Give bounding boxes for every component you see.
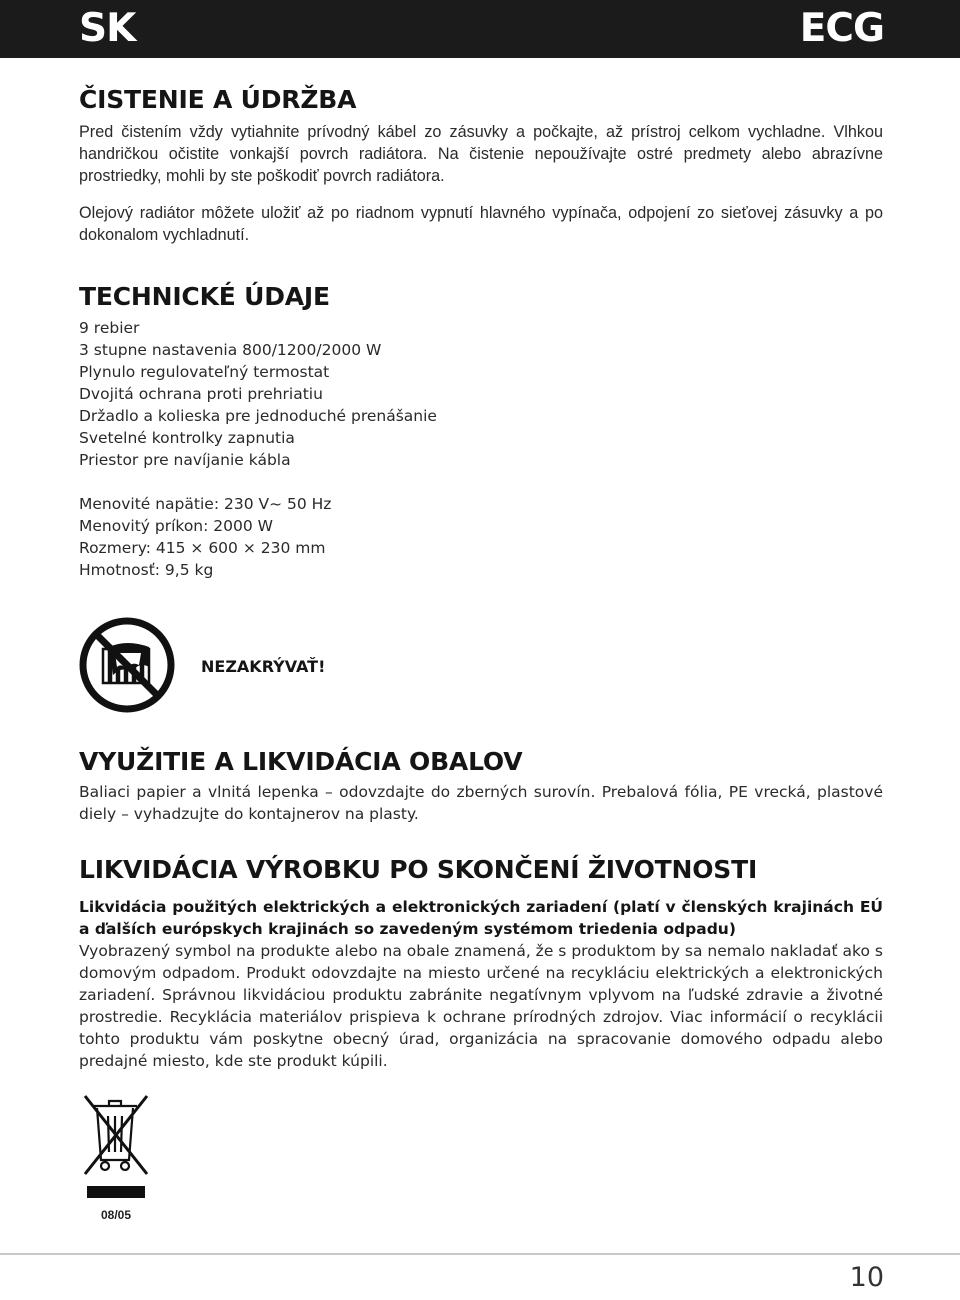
packaging-paragraph: Baliaci papier a vlnitá lepenka – odovzdajte do zberných surovín. Prebalová fólia, PE vrecká, plastové diely – vyhadzujte do kontajnerov na plasty. [79, 783, 883, 823]
spec-item: Menovité napätie: 230 V~ 50 Hz [79, 495, 332, 513]
header-bar [0, 0, 960, 58]
feature-item: 3 stupne nastavenia 800/1200/2000 W [79, 341, 382, 359]
cleaning-paragraph-1: Pred čistením vždy vytiahnite prívodný kábel zo zásuvky a počkajte, až prístroj celkom vychladne. Vlhkou handričkou očistite vonkajší povrch radiátora. Na čistenie nepoužívajte ostré predmety alebo abrazívne prostriedky, mohli by ste poškodiť povrch radiátora. [79, 123, 883, 185]
section-title-packaging: VYUŽITIE A LIKVIDÁCIA OBALOV [79, 747, 523, 776]
page-number: 10 [849, 1262, 884, 1293]
feature-item: Dvojitá ochrana proti prehriatiu [79, 385, 323, 403]
spec-item: Hmotnosť: 9,5 kg [79, 561, 214, 579]
feature-item: Svetelné kontrolky zapnutia [79, 429, 295, 447]
feature-item: Priestor pre navíjanie kábla [79, 451, 291, 469]
section-title-disposal: LIKVIDÁCIA VÝROBKU PO SKONČENÍ ŽIVOTNOSTI [79, 855, 758, 884]
disposal-paragraph: Vyobrazený symbol na produkte alebo na obale znamená, že s produktom by sa nemalo nakladať ako s domovým odpadom. Produkt odovzdajte na miesto určené na recykláciu elektrických a elektronických zariadení. Správnou likvidáciou produktu zabránite negatívnym vplyvom na ľudské zdravie a životné prostredie. Recyklácia materiálov prispieva k ochrane prírodných zdrojov. Viac informácií o recyklácii tohto produktu vám poskytne obecný úrad, organizácia na spracovanie domového odpadu alebo predajné miesto, kde ste produkt kúpili. [79, 942, 883, 1070]
section-title-technical: TECHNICKÉ ÚDAJE [79, 282, 330, 311]
warning-label: NEZAKRÝVAŤ! [201, 657, 326, 676]
footer-divider [0, 1253, 960, 1255]
cleaning-paragraph-2: Olejový radiátor môžete uložiť až po riadnom vypnutí hlavného vypínača, odpojení zo sieťovej zásuvky a po dokonalom vychladnutí. [79, 204, 883, 244]
weee-date: 08/05 [100, 1208, 132, 1222]
feature-item: Plynulo regulovateľný termostat [79, 363, 330, 381]
feature-item: Držadlo a kolieska pre jednoduché prenášanie [79, 407, 437, 425]
brand-logo: ECG [799, 6, 884, 51]
language-code: SK [79, 6, 136, 51]
spec-item: Rozmery: 415 × 600 × 230 mm [79, 539, 326, 557]
spec-list [79, 493, 883, 581]
warning-row [79, 617, 883, 715]
disposal-lead: Likvidácia použitých elektrických a elektronických zariadení (platí v členských krajinách EÚ a ďalších európskych krajinách so zavedeným systémom triedenia odpadu) [79, 898, 883, 938]
do-not-cover-icon [79, 617, 175, 713]
page-content [79, 80, 883, 1072]
weee-symbol [79, 1088, 153, 1222]
crossed-bin-icon [79, 1088, 153, 1200]
section-title-cleaning: ČISTENIE A ÚDRŽBA [79, 85, 357, 114]
feature-list [79, 317, 883, 471]
spec-item: Menovitý príkon: 2000 W [79, 517, 273, 535]
feature-item: 9 rebier [79, 319, 140, 337]
